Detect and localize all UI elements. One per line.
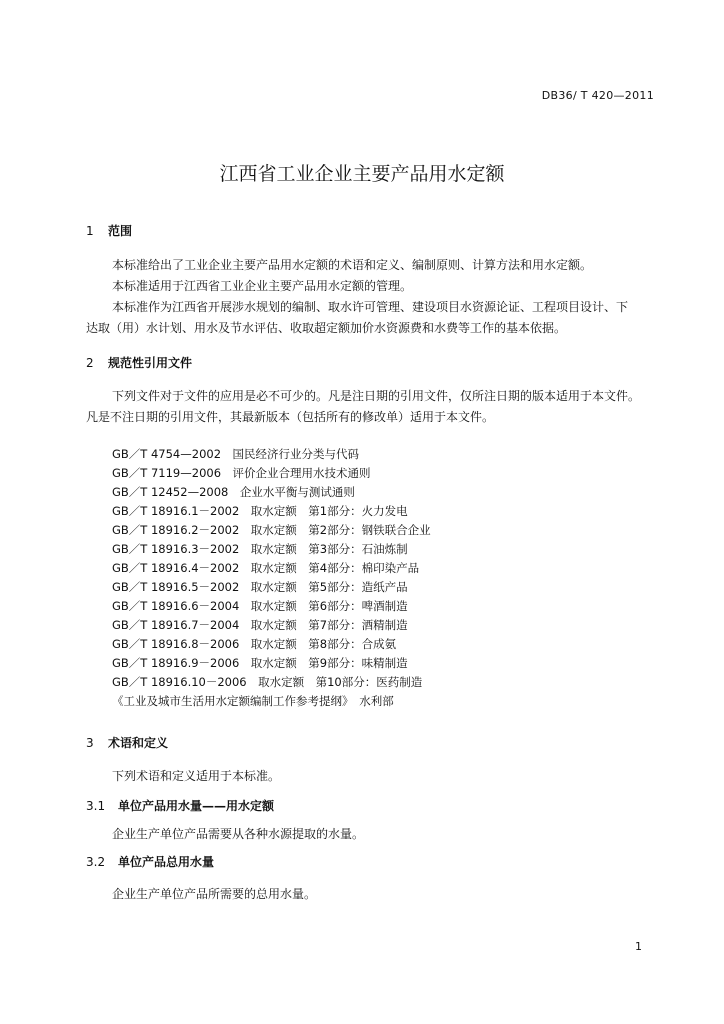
document-title: 江西省工业企业主要产品用水定额 (219, 163, 505, 185)
section-1-paragraph-3: 本标准作为江西省开展涉水规划的编制、取水许可管理、建设项目水资源论证、工程项目设计、下 (112, 300, 629, 314)
section-3-intro: 下列术语和定义适用于本标准。 (112, 769, 281, 783)
section-2-title: 规范性引用文件 (108, 356, 193, 370)
reference-item: GB／T 18916.10－2006 取水定额 第10部分：医药制造 (112, 675, 423, 689)
term-3-2-title: 单位产品总用水量 (118, 855, 215, 869)
reference-item: GB／T 18916.2－2002 取水定额 第2部分：钢铁联合企业 (112, 523, 431, 537)
reference-item: GB／T 18916.3－2002 取水定额 第3部分：石油炼制 (112, 542, 408, 556)
term-3-1-number: 3.1 (86, 799, 106, 813)
reference-item: GB／T 18916.1－2002 取水定额 第1部分：火力发电 (112, 504, 408, 518)
reference-item: GB／T 18916.9－2006 取水定额 第9部分：味精制造 (112, 656, 408, 670)
section-1-paragraph-2: 本标准适用于江西省工业企业主要产品用水定额的管理。 (112, 279, 413, 293)
term-3-2-number: 3.2 (86, 855, 106, 869)
term-3-1-title: 单位产品用水量——用水定额 (118, 799, 275, 813)
reference-item: GB／T 12452—2008 企业水平衡与测试通则 (112, 485, 355, 499)
reference-item: GB／T 18916.8－2006 取水定额 第8部分：合成氨 (112, 637, 397, 651)
section-3-title: 术语和定义 (108, 736, 169, 750)
term-3-1-definition: 企业生产单位产品需要从各种水源提取的水量。 (112, 827, 365, 841)
reference-item: GB／T 4754—2002 国民经济行业分类与代码 (112, 447, 360, 461)
reference-item: GB／T 7119—2006 评价企业合理用水技术通则 (112, 466, 371, 480)
page-number: 1 (635, 940, 642, 953)
section-1-heading (86, 222, 132, 239)
section-3-heading (86, 734, 168, 751)
document-code: DB36/ T 420—2011 (541, 89, 654, 102)
section-1-number: 1 (86, 224, 94, 238)
section-3-number: 3 (86, 736, 94, 750)
section-1-paragraph-3-cont: 达取（用）水计划、用水及节水评估、收取超定额加价水资源费和水费等工作的基本依据。 (86, 321, 567, 335)
reference-item: GB／T 18916.5－2002 取水定额 第5部分：造纸产品 (112, 580, 408, 594)
section-1-paragraph-1: 本标准给出了工业企业主要产品用水定额的术语和定义、编制原则、计算方法和用水定额。 (112, 258, 593, 272)
reference-item: GB／T 18916.7－2004 取水定额 第7部分：酒精制造 (112, 618, 408, 632)
section-2-paragraph-1-cont: 凡是不注日期的引用文件，其最新版本（包括所有的修改单）适用于本文件。 (86, 410, 495, 424)
term-3-2-definition: 企业生产单位产品所需要的总用水量。 (112, 887, 317, 901)
section-2-number: 2 (86, 356, 94, 370)
reference-item: GB／T 18916.6－2004 取水定额 第6部分：啤酒制造 (112, 599, 408, 613)
reference-item: 《工业及城市生活用水定额编制工作参考提纲》 水利部 (112, 694, 394, 708)
section-2-paragraph-1: 下列文件对于文件的应用是必不可少的。凡是注日期的引用文件，仅所注日期的版本适用于本文件。 (112, 389, 641, 403)
term-3-2-heading (86, 853, 214, 870)
section-1-title: 范围 (108, 224, 133, 238)
reference-item: GB／T 18916.4－2002 取水定额 第4部分：棉印染产品 (112, 561, 420, 575)
term-3-1-heading (86, 797, 274, 814)
section-2-heading (86, 354, 192, 371)
